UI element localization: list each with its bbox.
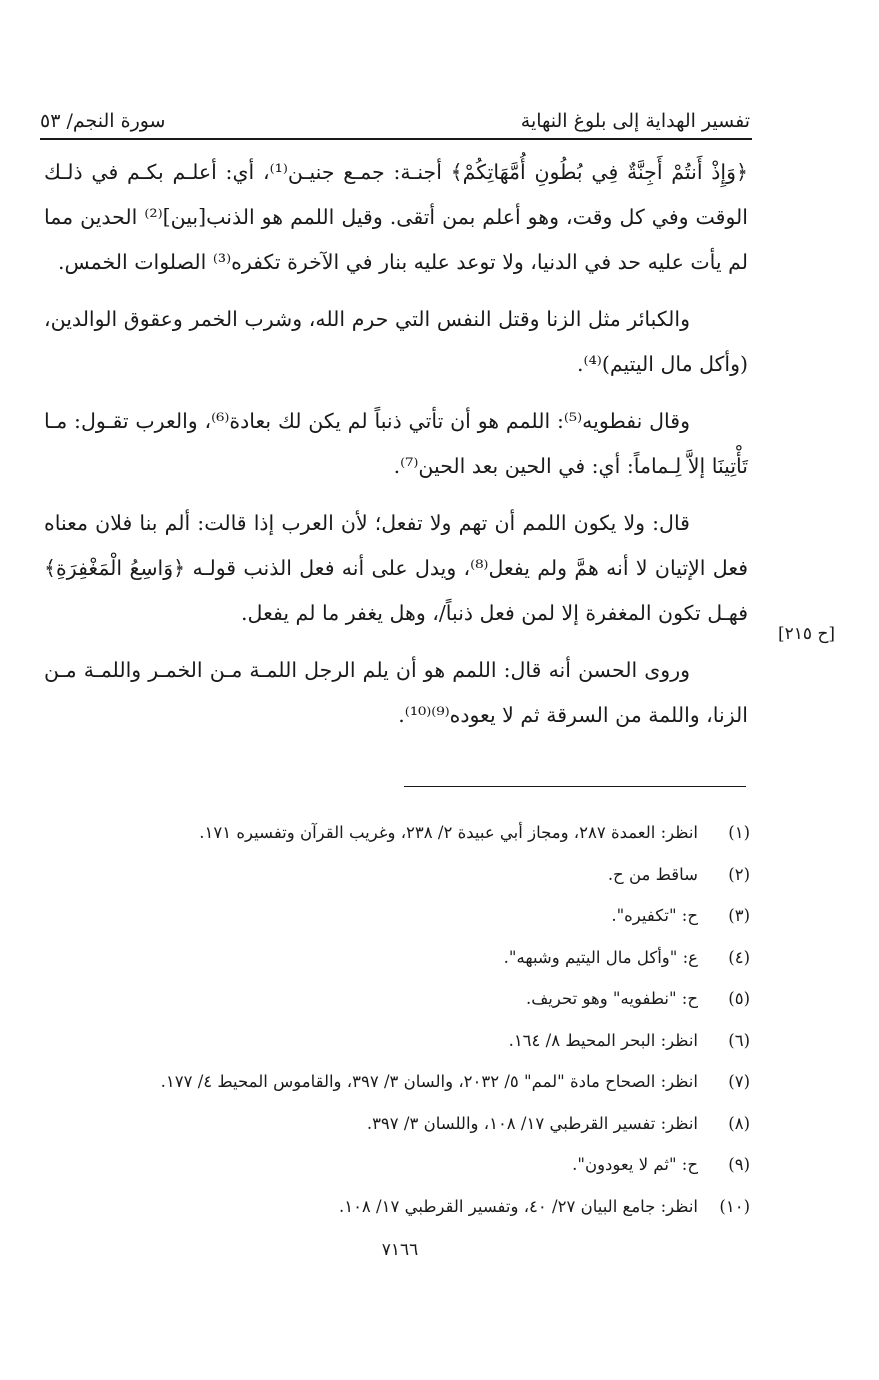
footnote-item: [60, 978, 750, 1020]
footnote-text: ع: "وأكل مال اليتيم وشبهه".: [503, 947, 698, 967]
paragraph-4: قال: ولا يكون اللمم أن تهم ولا تفعل؛ لأن العرب إذا قالت: ألم بنا فلان معناه فعل الإتيان لا أنه همَّ ولم يفعل⁽⁸⁾، ويدل على أنه فعل الذنب قولـه ﴿وَاسِعُ الْمَغْفِرَةِ﴾ فهـل تكون المغفرة إلا لمن فعل ذنباً/، وهل يغفر ما لم يفعل.: [44, 511, 749, 625]
footnote-number: (٦): [728, 1030, 750, 1050]
footnote-item: [60, 854, 750, 896]
footnote-number: (٥): [728, 989, 750, 1009]
footnote-number: (٤): [728, 947, 750, 967]
footnote-text: انظر: جامع البيان ٢٧/ ٤٠، وتفسير القرطبي ١٧/ ١٠٨.: [338, 1196, 698, 1216]
paragraph-3: وقال نفطويه⁽⁵⁾: اللمم هو أن تأتي ذنباً لم يكن لك بعادة⁽⁶⁾، والعرب تقـول: مـا تَأْتِينَا إلاَّ لِـماماً: أي: في الحين بعد الحين⁽⁷⁾.: [44, 409, 748, 478]
footnote-number: (٨): [728, 1113, 750, 1133]
footnote-text: انظر: تفسير القرطبي ١٧/ ١٠٨، واللسان ٣/ ٣٩٧.: [366, 1113, 698, 1133]
surah-page-label: سورة النجم/ ٥٣: [40, 110, 166, 132]
footnote-item: [60, 1144, 750, 1186]
footnote-text: انظر: العمدة ٢٨٧، ومجاز أبي عبيدة ٢/ ٢٣٨، وغريب القرآن وتفسيره ١٧١.: [199, 823, 698, 843]
footnote-number: (٣): [728, 906, 750, 926]
footnotes: [60, 812, 750, 1227]
footnote-number: (١٠): [719, 1196, 750, 1216]
footnote-item: [60, 1186, 750, 1228]
footnote-text: انظر: الصحاح مادة "لمم" ٥/ ٢٠٣٢، والسان ٣/ ٣٩٧، والقاموس المحيط ٤/ ١٧٧.: [160, 1072, 698, 1092]
running-header: [40, 92, 750, 132]
footnote-text: ح: "تكفيره".: [611, 906, 698, 926]
footnote-number: (٧): [728, 1072, 750, 1092]
paragraph-2: والكبائر مثل الزنا وقتل النفس التي حرم الله، وشرب الخمر وعقوق الوالدين، (وأكل مال اليتيم)⁽⁴⁾.: [44, 307, 748, 376]
manuscript-margin-note: [ح ٢١٥]: [778, 624, 836, 644]
footnote-item: [60, 1061, 750, 1103]
footnote-item: [60, 895, 750, 937]
paragraph-5: وروى الحسن أنه قال: اللمم هو أن يلم الرجل اللمـة مـن الخمـر واللمـة مـن الزنا، واللمة من السرقة ثم لا يعوده⁽⁹⁾⁽¹⁰⁾.: [44, 658, 748, 727]
paragraph-1: ﴿وَإِذْ أَنتُمْ أَجِنَّةٌ فِي بُطُونِ أُمَّهَاتِكُمْ﴾ أجنـة: جمـع جنيـن⁽¹⁾، أي: أعلـم بكـم في ذلـك الوقت وفي كل وقت، وهو أعلم بمن أتقى. وقيل اللمم هو الذنب[بين]⁽²⁾ الحدين مما لم يأت عليه حد في الدنيا، ولا توعد عليه بنار في الآخرة تكفره⁽³⁾ الصلوات الخمس.: [44, 160, 748, 274]
footnote-item: [60, 937, 750, 979]
footnote-rule: [404, 786, 746, 787]
footnote-item: [60, 1020, 750, 1062]
footnote-text: ح: "ثم لا يعودون".: [572, 1155, 698, 1175]
footnote-number: (٩): [728, 1155, 750, 1175]
footnote-text: ساقط من ح.: [607, 864, 698, 884]
footnote-item: [60, 1103, 750, 1145]
page-number: ٧١٦٦: [381, 1240, 419, 1260]
footnote-number: (١): [728, 823, 750, 843]
book-title: تفسير الهداية إلى بلوغ النهاية: [520, 110, 750, 132]
header-rule: [40, 138, 752, 140]
footnote-text: ح: "نطفويه" وهو تحريف.: [525, 989, 698, 1009]
footnote-text: انظر: البحر المحيط ٨/ ١٦٤.: [508, 1030, 698, 1050]
footnote-number: (٢): [728, 864, 750, 884]
main-text: [44, 150, 748, 750]
footnote-item: [60, 812, 750, 854]
